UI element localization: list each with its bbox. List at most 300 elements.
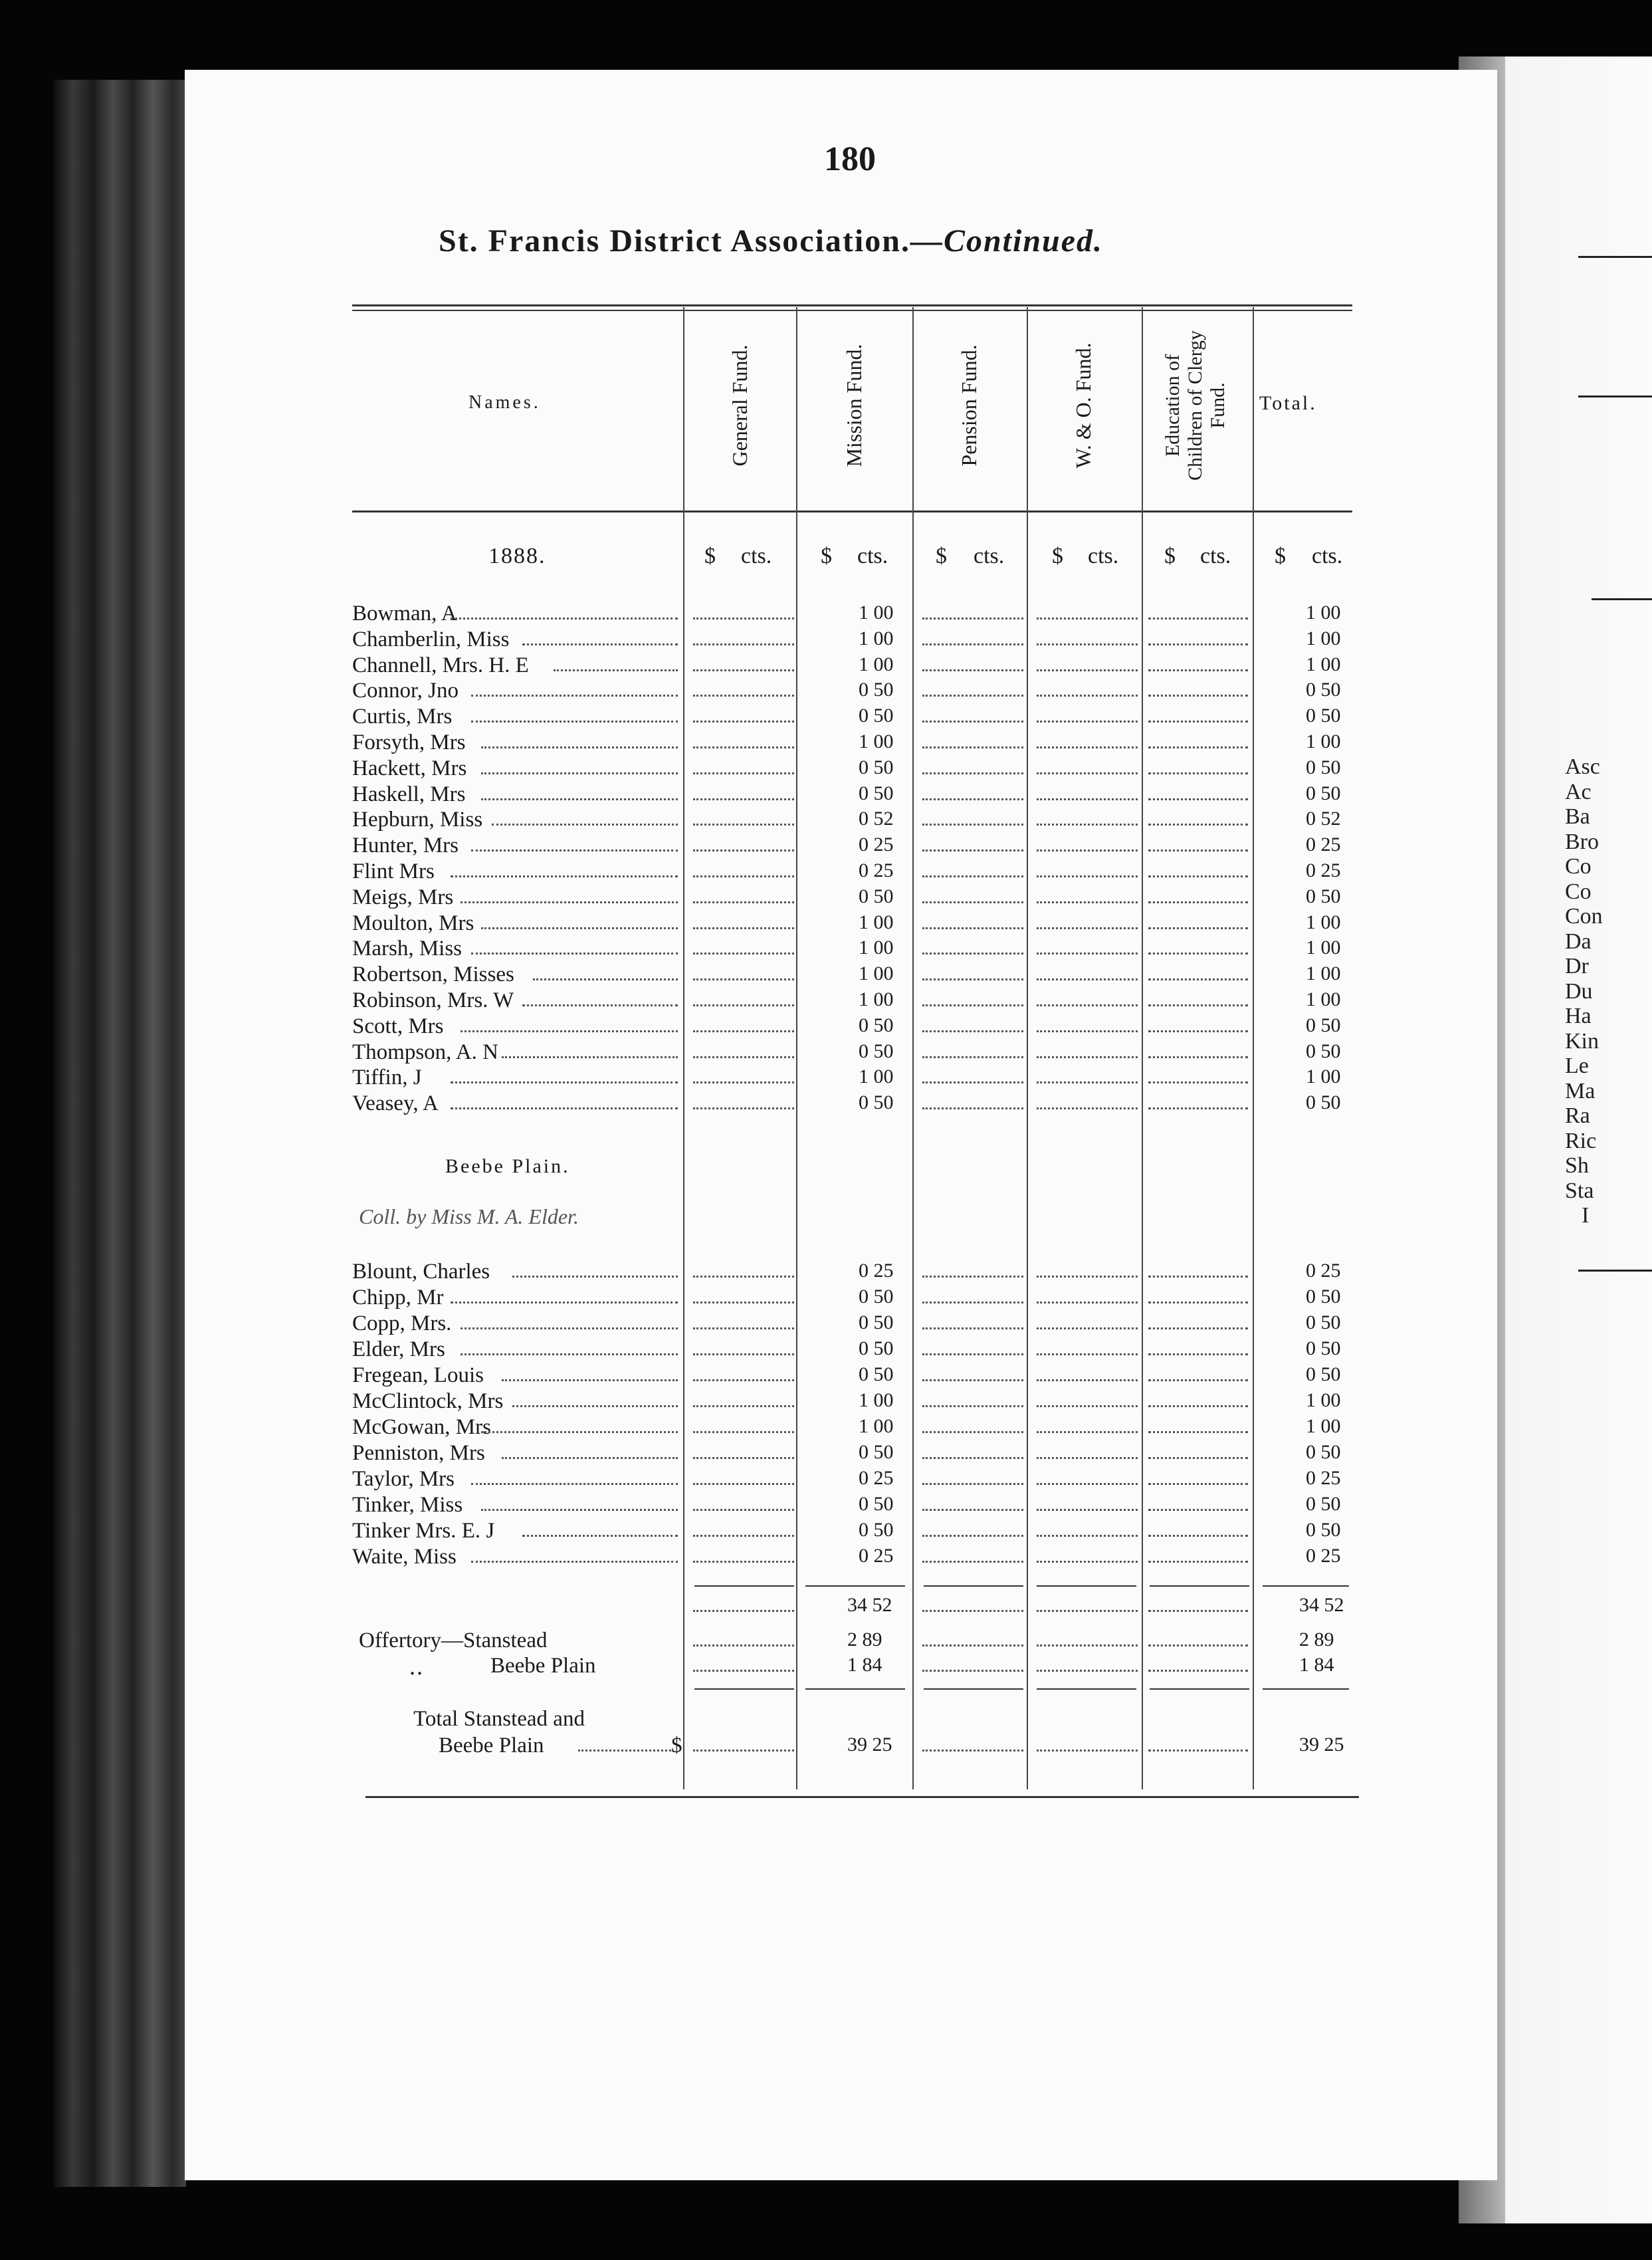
leader-dots <box>492 824 678 826</box>
grand-total-label: Total Stanstead and <box>413 1707 585 1731</box>
empty-cell-dots <box>922 901 1023 903</box>
mission-sum: 39 25 <box>847 1734 892 1755</box>
total-value: 0 25 <box>1306 1545 1341 1567</box>
facing-word: Kin <box>1565 1028 1599 1054</box>
facing-rule <box>1578 396 1652 397</box>
table-row <box>352 962 1362 988</box>
leader-dots <box>522 643 678 645</box>
cents-unit: cts. <box>1312 544 1343 568</box>
row-name: Meigs, Mrs <box>352 885 454 909</box>
leader-dots <box>522 1004 678 1006</box>
leader-dots <box>461 1030 678 1032</box>
leader-dots <box>512 1405 678 1407</box>
empty-cell-dots <box>1148 1276 1248 1278</box>
row-name: Fregean, Louis <box>352 1363 484 1387</box>
empty-cell-dots <box>1148 772 1248 774</box>
title-continued: —Continued. <box>910 223 1104 259</box>
empty-cell-dots <box>922 1561 1023 1563</box>
cents-unit: cts. <box>741 544 772 568</box>
empty-cell-dots <box>1148 927 1248 929</box>
empty-cell-dots <box>1148 1457 1248 1459</box>
total-value: 0 50 <box>1306 1363 1341 1385</box>
empty-cell-dots <box>922 1327 1023 1329</box>
wo-fund-header: W. & O. Fund. <box>1071 342 1095 469</box>
empty-cell-dots <box>922 849 1023 851</box>
mission-value: 0 50 <box>859 1311 894 1333</box>
empty-cell-dots <box>693 901 794 903</box>
row-name: Robinson, Mrs. W <box>352 988 514 1012</box>
empty-cell-dots <box>1037 1081 1138 1083</box>
empty-cell-dots <box>693 1107 794 1109</box>
table-row <box>352 1389 1362 1414</box>
facing-word: Ha <box>1565 1004 1592 1028</box>
empty-cell-dots <box>922 1004 1023 1006</box>
empty-cell-dots <box>922 772 1023 774</box>
empty-cell-dots <box>1148 643 1248 645</box>
dollar-unit: $ <box>1052 544 1063 568</box>
leader-dots <box>502 1056 678 1058</box>
empty-cell-dots <box>693 798 794 800</box>
empty-cell-dots <box>1037 1644 1138 1646</box>
table-top-rule <box>352 310 1352 311</box>
leader-dots <box>461 1353 678 1355</box>
mission-sum: 1 84 <box>847 1654 882 1676</box>
empty-cell-dots <box>693 1353 794 1355</box>
total-value: 0 50 <box>1306 1441 1341 1463</box>
row-name: Moulton, Mrs <box>352 911 474 935</box>
year-label: 1888. <box>488 544 546 568</box>
empty-cell-dots <box>1148 1107 1248 1109</box>
leader-dots <box>554 669 678 671</box>
facing-word: Co <box>1565 879 1592 904</box>
grand-total-label-2: Beebe Plain <box>439 1734 544 1757</box>
empty-cell-dots <box>922 746 1023 748</box>
empty-cell-dots <box>1037 798 1138 800</box>
row-name: Curtis, Mrs <box>352 705 453 729</box>
facing-word: Sta <box>1565 1178 1594 1203</box>
facing-word: Ac <box>1565 779 1592 804</box>
total-value: 0 50 <box>1306 1337 1341 1359</box>
mission-value: 0 50 <box>859 1040 894 1062</box>
empty-cell-dots <box>1037 1276 1138 1278</box>
empty-cell-dots <box>693 1750 794 1752</box>
empty-cell-dots <box>1148 1327 1248 1329</box>
mission-value: 0 25 <box>859 1545 894 1567</box>
table-row <box>352 1311 1362 1337</box>
empty-cell-dots <box>1037 669 1138 671</box>
empty-cell-dots <box>693 1610 794 1612</box>
table-row <box>352 1545 1362 1570</box>
empty-cell-dots <box>693 1276 794 1278</box>
empty-cell-dots <box>693 1431 794 1433</box>
empty-cell-dots <box>1037 643 1138 645</box>
table-row <box>352 782 1362 808</box>
table-row <box>352 653 1362 679</box>
table-row <box>352 885 1362 911</box>
empty-cell-dots <box>1037 1509 1138 1511</box>
empty-cell-dots <box>1037 1327 1138 1329</box>
row-name: Bowman, A <box>352 602 457 625</box>
facing-word: Ma <box>1565 1078 1596 1103</box>
empty-cell-dots <box>693 1457 794 1459</box>
empty-cell-dots <box>1148 978 1248 980</box>
mission-fund-header: Mission Fund. <box>842 344 866 467</box>
empty-cell-dots <box>922 875 1023 877</box>
leader-dots <box>471 953 678 955</box>
table-row <box>352 731 1362 756</box>
facing-word: Asc <box>1565 754 1600 779</box>
facing-word: Ric <box>1565 1128 1597 1153</box>
total-rule <box>694 1688 794 1690</box>
leader-dots <box>502 1379 678 1381</box>
mission-value: 0 25 <box>859 1467 894 1489</box>
row-name: Elder, Mrs <box>352 1337 445 1361</box>
row-name: McClintock, Mrs <box>352 1389 504 1413</box>
empty-cell-dots <box>693 1056 794 1058</box>
mission-value: 1 00 <box>859 627 894 649</box>
empty-cell-dots <box>693 1327 794 1329</box>
total-value: 1 00 <box>1306 653 1341 675</box>
page-title <box>439 223 1302 259</box>
table-bottom-rule <box>365 1796 1359 1798</box>
empty-cell-dots <box>1148 875 1248 877</box>
total-value: 0 50 <box>1306 1519 1341 1541</box>
empty-cell-dots <box>693 1644 794 1646</box>
leader-dots <box>461 901 678 903</box>
cents-unit: cts. <box>1200 544 1231 568</box>
title-main: St. Francis District Association. <box>439 223 910 259</box>
total-value: 0 50 <box>1306 885 1341 907</box>
leader-dots <box>471 1483 678 1485</box>
leader-dots <box>481 1431 678 1433</box>
mission-value: 0 50 <box>859 1337 894 1359</box>
empty-cell-dots <box>1037 1670 1138 1672</box>
empty-cell-dots <box>1037 1457 1138 1459</box>
row-name: Hunter, Mrs <box>352 834 459 858</box>
empty-cell-dots <box>1037 927 1138 929</box>
facing-word: Le <box>1565 1054 1589 1078</box>
empty-cell-dots <box>693 643 794 645</box>
row-name: Hackett, Mrs <box>352 756 467 780</box>
table-row <box>352 834 1362 859</box>
grand-total-dollar: $ <box>671 1734 682 1757</box>
sum-rule <box>1037 1585 1136 1587</box>
leader-dots <box>502 1457 678 1459</box>
table-row <box>352 627 1362 653</box>
table-row <box>352 1337 1362 1363</box>
empty-cell-dots <box>922 618 1023 620</box>
table-row <box>352 1014 1362 1040</box>
empty-cell-dots <box>922 824 1023 826</box>
dollar-unit: $ <box>1275 544 1286 568</box>
sum-rule <box>694 1585 794 1587</box>
empty-cell-dots <box>922 978 1023 980</box>
mission-value: 0 50 <box>859 679 894 701</box>
empty-cell-dots <box>1037 772 1138 774</box>
leader-dots <box>522 1535 678 1537</box>
empty-cell-dots <box>693 721 794 723</box>
facing-word: Dr <box>1565 954 1589 978</box>
empty-cell-dots <box>693 1081 794 1083</box>
leader-dots <box>578 1750 671 1752</box>
empty-cell-dots <box>693 1030 794 1032</box>
empty-cell-dots <box>1037 875 1138 877</box>
mission-value: 1 00 <box>859 1066 894 1088</box>
empty-cell-dots <box>1037 1056 1138 1058</box>
table-row <box>352 1260 1362 1285</box>
total-rule <box>805 1688 905 1690</box>
facing-rule <box>1578 1270 1652 1272</box>
empty-cell-dots <box>1037 1405 1138 1407</box>
table-row <box>352 808 1362 833</box>
leader-dots <box>471 695 678 697</box>
empty-cell-dots <box>1037 618 1138 620</box>
facing-rule <box>1592 598 1652 600</box>
total-value: 0 25 <box>1306 1260 1341 1282</box>
empty-cell-dots <box>1037 1353 1138 1355</box>
total-value: 0 50 <box>1306 679 1341 701</box>
row-name: Channell, Mrs. H. E <box>352 653 529 677</box>
total-value: 0 50 <box>1306 1040 1341 1062</box>
empty-cell-dots <box>922 1301 1023 1303</box>
mission-value: 0 50 <box>859 756 894 778</box>
row-name: Forsyth, Mrs <box>352 731 466 754</box>
empty-cell-dots <box>1037 953 1138 955</box>
total-rule <box>924 1688 1023 1690</box>
row-name: Penniston, Mrs <box>352 1441 485 1465</box>
general-fund-header: General Fund. <box>728 344 752 467</box>
empty-cell-dots <box>1148 1509 1248 1511</box>
sum-rule <box>1150 1585 1249 1587</box>
empty-cell-dots <box>693 1405 794 1407</box>
mission-value: 1 00 <box>859 962 894 985</box>
table-row <box>352 988 1362 1014</box>
table-row <box>352 705 1362 730</box>
total-value: 0 50 <box>1306 1286 1341 1307</box>
empty-cell-dots <box>693 875 794 877</box>
names-header: Names. <box>468 392 541 413</box>
empty-cell-dots <box>1037 978 1138 980</box>
cents-unit: cts. <box>1088 544 1119 568</box>
row-name: Haskell, Mrs <box>352 782 466 806</box>
row-name: Blount, Charles <box>352 1260 490 1284</box>
leader-dots <box>451 618 678 620</box>
empty-cell-dots <box>1148 1004 1248 1006</box>
mission-value: 0 25 <box>859 859 894 881</box>
sum-rule <box>805 1585 905 1587</box>
empty-cell-dots <box>922 1379 1023 1381</box>
row-name: Connor, Jno <box>352 679 459 703</box>
row-name: Thompson, A. N <box>352 1040 499 1064</box>
empty-cell-dots <box>1037 746 1138 748</box>
total-rule <box>1037 1688 1136 1690</box>
header-rule <box>352 510 1352 512</box>
empty-cell-dots <box>1148 1610 1248 1612</box>
facing-word: Du <box>1565 978 1593 1004</box>
empty-cell-dots <box>693 1670 794 1672</box>
empty-cell-dots <box>922 1509 1023 1511</box>
total-value: 1 00 <box>1306 988 1341 1010</box>
empty-cell-dots <box>1148 618 1248 620</box>
empty-cell-dots <box>922 1670 1023 1672</box>
mission-value: 1 00 <box>859 731 894 752</box>
leader-dots <box>533 978 678 980</box>
leader-dots <box>481 772 678 774</box>
table-row <box>352 679 1362 704</box>
dollar-unit: $ <box>936 544 947 568</box>
leader-dots <box>451 1301 678 1303</box>
mission-value: 1 00 <box>859 653 894 675</box>
table-row <box>352 937 1362 962</box>
leader-dots <box>471 1561 678 1563</box>
total-value: 0 50 <box>1306 756 1341 778</box>
empty-cell-dots <box>922 1353 1023 1355</box>
table-row <box>352 1286 1362 1311</box>
empty-cell-dots <box>1148 1056 1248 1058</box>
row-name: Robertson, Misses <box>352 962 514 987</box>
total-value: 0 50 <box>1306 782 1341 804</box>
empty-cell-dots <box>693 1483 794 1485</box>
table-row <box>352 1040 1362 1066</box>
mission-value: 0 50 <box>859 1441 894 1463</box>
empty-cell-dots <box>693 978 794 980</box>
empty-cell-dots <box>922 953 1023 955</box>
table-row <box>352 602 1362 627</box>
dollar-unit: $ <box>704 544 716 568</box>
empty-cell-dots <box>693 1004 794 1006</box>
cents-unit: cts. <box>857 544 888 568</box>
empty-cell-dots <box>1148 1405 1248 1407</box>
empty-cell-dots <box>922 1276 1023 1278</box>
mission-sum: 2 89 <box>847 1629 882 1650</box>
table-top-rule <box>352 304 1352 306</box>
empty-cell-dots <box>1148 1301 1248 1303</box>
mission-value: 0 50 <box>859 1014 894 1036</box>
total-value: 1 00 <box>1306 627 1341 649</box>
empty-cell-dots <box>922 1535 1023 1537</box>
total-value: 1 00 <box>1306 1389 1341 1411</box>
mission-value: 1 00 <box>859 911 894 933</box>
empty-cell-dots <box>1037 824 1138 826</box>
table-row <box>352 1363 1362 1389</box>
mission-value: 0 50 <box>859 782 894 804</box>
row-name: Chipp, Mr <box>352 1286 444 1309</box>
table-row <box>352 1467 1362 1492</box>
mission-value: 1 00 <box>859 602 894 623</box>
section-heading: Beebe Plain. <box>445 1155 570 1177</box>
leader-dots <box>481 927 678 929</box>
education-fund-header: Education of Children of Clergy Fund. <box>1162 330 1229 481</box>
cents-unit: cts. <box>974 544 1005 568</box>
empty-cell-dots <box>1037 1301 1138 1303</box>
table-row <box>352 1519 1362 1544</box>
total-rule <box>1150 1688 1249 1690</box>
total-value: 0 50 <box>1306 705 1341 727</box>
empty-cell-dots <box>1148 746 1248 748</box>
total-value: 0 52 <box>1306 808 1341 830</box>
total-sum: 1 84 <box>1299 1654 1334 1676</box>
leader-dots <box>481 746 678 748</box>
empty-cell-dots <box>922 1610 1023 1612</box>
empty-cell-dots <box>922 1431 1023 1433</box>
empty-cell-dots <box>1037 1431 1138 1433</box>
empty-cell-dots <box>922 1030 1023 1032</box>
facing-word: Ba <box>1565 804 1590 829</box>
leader-dots <box>481 1509 678 1511</box>
empty-cell-dots <box>922 1750 1023 1752</box>
empty-cell-dots <box>1037 1004 1138 1006</box>
leader-dots <box>471 849 678 851</box>
empty-cell-dots <box>1037 721 1138 723</box>
table-row <box>352 1415 1362 1440</box>
leader-dots <box>512 1276 678 1278</box>
total-value: 0 50 <box>1306 1311 1341 1333</box>
leader-dots <box>451 1107 678 1109</box>
empty-cell-dots <box>922 798 1023 800</box>
row-name: Copp, Mrs. <box>352 1311 452 1335</box>
empty-cell-dots <box>922 1081 1023 1083</box>
facing-word: Ra <box>1565 1103 1590 1128</box>
empty-cell-dots <box>922 1405 1023 1407</box>
mission-value: 0 50 <box>859 1091 894 1114</box>
empty-cell-dots <box>1148 798 1248 800</box>
empty-cell-dots <box>1148 1081 1248 1083</box>
empty-cell-dots <box>1037 1750 1138 1752</box>
empty-cell-dots <box>1148 1750 1248 1752</box>
empty-cell-dots <box>1037 1610 1138 1612</box>
offertory-beebe-label: Beebe Plain <box>490 1654 596 1678</box>
empty-cell-dots <box>693 1535 794 1537</box>
empty-cell-dots <box>922 1483 1023 1485</box>
empty-cell-dots <box>1148 1030 1248 1032</box>
empty-cell-dots <box>693 772 794 774</box>
table-row <box>352 1493 1362 1518</box>
row-name: Taylor, Mrs <box>352 1467 455 1491</box>
total-value: 0 50 <box>1306 1014 1341 1036</box>
empty-cell-dots <box>1037 1561 1138 1563</box>
total-value: 0 25 <box>1306 859 1341 881</box>
empty-cell-dots <box>1037 1483 1138 1485</box>
empty-cell-dots <box>693 1301 794 1303</box>
collector-note: Coll. by Miss M. A. Elder. <box>359 1204 579 1228</box>
mission-value: 0 25 <box>859 1260 894 1282</box>
empty-cell-dots <box>922 1644 1023 1646</box>
empty-cell-dots <box>1148 824 1248 826</box>
mission-value: 0 50 <box>859 1363 894 1385</box>
empty-cell-dots <box>922 695 1023 697</box>
total-value: 1 00 <box>1306 911 1341 933</box>
table-row <box>352 859 1362 885</box>
offertory-label: Offertory—Stanstead <box>359 1629 548 1652</box>
empty-cell-dots <box>922 1056 1023 1058</box>
empty-cell-dots <box>922 927 1023 929</box>
total-value: 1 00 <box>1306 1415 1341 1437</box>
empty-cell-dots <box>1037 1379 1138 1381</box>
empty-cell-dots <box>693 618 794 620</box>
empty-cell-dots <box>1148 1353 1248 1355</box>
table-row <box>352 1066 1362 1091</box>
mission-value: 0 52 <box>859 808 894 830</box>
empty-cell-dots <box>1148 695 1248 697</box>
leader-dots <box>451 1081 678 1083</box>
empty-cell-dots <box>1037 849 1138 851</box>
empty-cell-dots <box>1148 1431 1248 1433</box>
empty-cell-dots <box>1148 849 1248 851</box>
mission-value: 0 50 <box>859 885 894 907</box>
row-name: Hepburn, Miss <box>352 808 483 832</box>
total-value: 0 25 <box>1306 1467 1341 1489</box>
row-name: Flint Mrs <box>352 859 435 883</box>
